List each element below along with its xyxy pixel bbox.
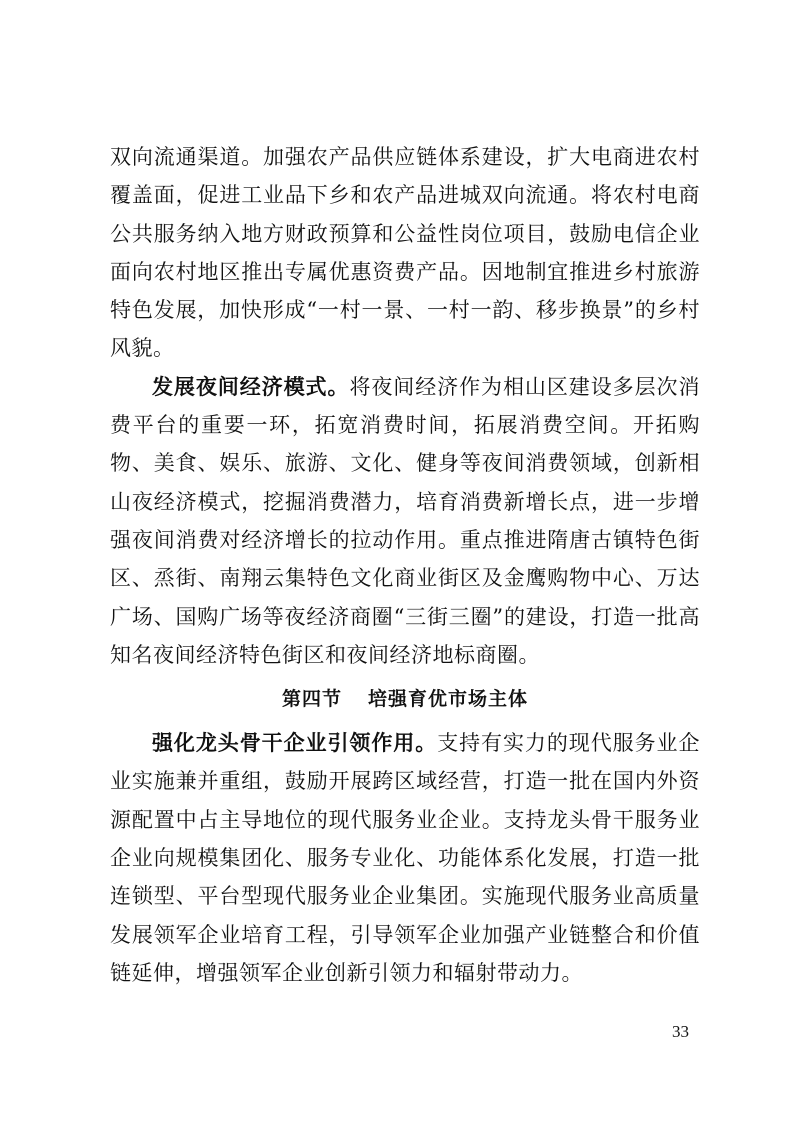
section-heading <box>110 677 700 721</box>
paragraph-text: 双向流通渠道。加强农产品供应链体系建设，扩大电商进农村覆盖面，促进工业品下乡和农产品进城双向流通。将农村电商公共服务纳入地方财政预算和公益性岗位项目，鼓励电信企业面向农村地区推出专属优惠资费产品。因地制宜推进乡村旅游特色发展，加快形成“一村一景、一村一韵、移步换景”的乡村风貌。 <box>110 145 700 361</box>
paragraph-text: 支持有实力的现代服务业企业实施兼并重组，鼓励开展跨区域经营，打造一批在国内外资源配置中占主导地位的现代服务业企业。支持龙头骨干服务业企业向规模集团化、服务专业化、功能体系化发展，打造一批连锁型、平台型现代服务业企业集团。实施现代服务业高质量发展领军企业培育工程，引导领军企业加强产业链整合和价值链延伸，增强领军企业创新引领力和辐射带动力。 <box>110 731 700 985</box>
paragraph-rural-ecommerce <box>110 138 700 368</box>
paragraph-leading-enterprises <box>110 724 700 992</box>
paragraph-lead-heading: 强化龙头骨干企业引领作用。 <box>152 731 438 756</box>
paragraph-text: 将夜间经济作为相山区建设多层次消费平台的重要一环，拓宽消费时间，拓展消费空间。开拓购物、美食、娱乐、旅游、文化、健身等夜间消费领域，创新相山夜经济模式，挖掘消费潜力，培育消费新增长点，进一步增强夜间消费对经济增长的拉动作用。重点推进隋唐古镇特色街区、烝街、南翔云集特色文化商业街区及金鹰购物中心、万达广场、国购广场等夜经济商圈“三街三圈”的建设，打造一批高知名夜间经济特色街区和夜间经济地标商圈。 <box>110 374 700 667</box>
paragraph-lead-heading: 发展夜间经济模式。 <box>152 374 350 399</box>
paragraph-night-economy <box>110 368 700 674</box>
page-number: 33 <box>672 1022 689 1041</box>
section-title: 培强育优市场主体 <box>368 688 529 711</box>
section-number: 第四节 <box>281 688 342 711</box>
page-body <box>110 138 700 992</box>
